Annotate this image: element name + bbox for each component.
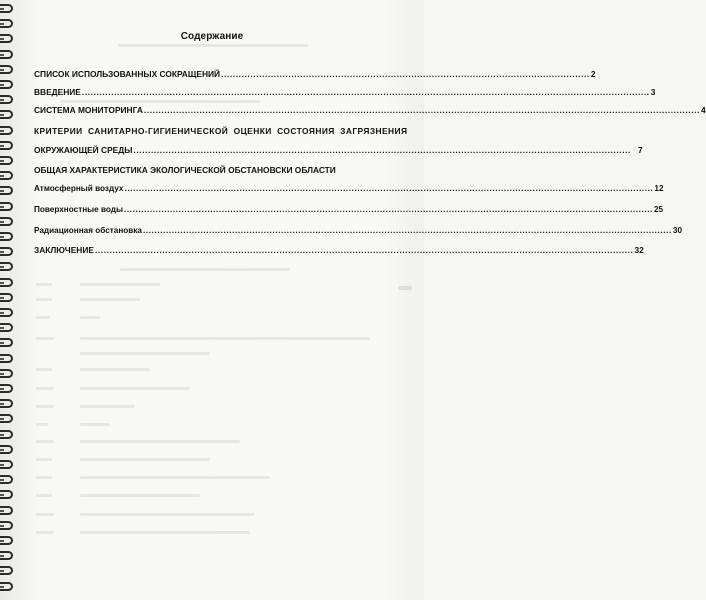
toc-item-page: 30 (672, 226, 683, 235)
toc-leader: .......................................................................................................................................................................... (133, 145, 631, 155)
toc-item-label: Радиационная обстановка (34, 226, 142, 235)
toc-item-label: ВВЕДЕНИЕ (34, 87, 81, 97)
toc-item-label: Поверхностные воды (34, 205, 123, 214)
toc-item-page: 2 (590, 69, 596, 79)
toc-item-ecology (34, 165, 384, 175)
toc-item-label: СПИСОК ИСПОЛЬЗОВАННЫХ СОКРАЩЕНИЙ (34, 69, 221, 79)
toc-item-air (34, 184, 664, 194)
page-title: Содержание (180, 31, 244, 42)
toc-item-label: КРИТЕРИИ САНИТАРНО-ГИГИЕНИЧЕСКОЙ ОЦЕНКИ СОСТОЯНИЯ ЗАГРЯЗНЕНИЯ (34, 126, 408, 136)
toc-item-page: 3 (650, 87, 656, 97)
toc-leader: ........................................................................................................................................................................................ (124, 184, 654, 193)
toc-leader: ........................................................................................................................................................................................ (142, 226, 672, 235)
toc-item-criteria-line1 (34, 126, 408, 136)
toc-leader: .............................................................................................................................. (221, 69, 590, 79)
toc-leader: .................................................................................................................................................................................................. (81, 87, 650, 97)
toc-leader: ........................................................................................................................................................................................ (124, 205, 653, 214)
toc-leader: ........................................................................................................................................................................................ (94, 245, 634, 255)
toc-item-page: 7 (637, 145, 643, 155)
toc-item-page: 32 (634, 245, 644, 255)
toc-item-radiation (34, 226, 683, 236)
toc-item-label: СИСТЕМА МОНИТОРИНГА (34, 105, 143, 115)
toc-item-abbreviations (34, 69, 596, 79)
toc-item-conclusion (34, 245, 644, 255)
toc-item-monitoring (34, 105, 706, 115)
toc-item-introduction (34, 87, 656, 97)
toc-item-page: 25 (653, 205, 664, 214)
toc-item-label: ЗАКЛЮЧЕНИЕ (34, 245, 94, 255)
toc-item-label: ОБЩАЯ ХАРАКТЕРИСТИКА ЭКОЛОГИЧЕСКОЙ ОБСТАНОВСКИ ОБЛАСТИ (34, 165, 336, 175)
toc-item-page: 12 (654, 184, 664, 193)
toc-item-surface-water (34, 205, 664, 215)
toc-item-label: ОКРУЖАЮЩЕЙ СРЕДЫ (34, 145, 133, 155)
toc-item-label: Атмосферный воздух (34, 184, 124, 193)
toc-item-page: 4 (700, 105, 706, 115)
toc-item-criteria-line2 (34, 145, 643, 155)
toc-leader: .............................................................................................................................................................................................. (143, 105, 700, 115)
